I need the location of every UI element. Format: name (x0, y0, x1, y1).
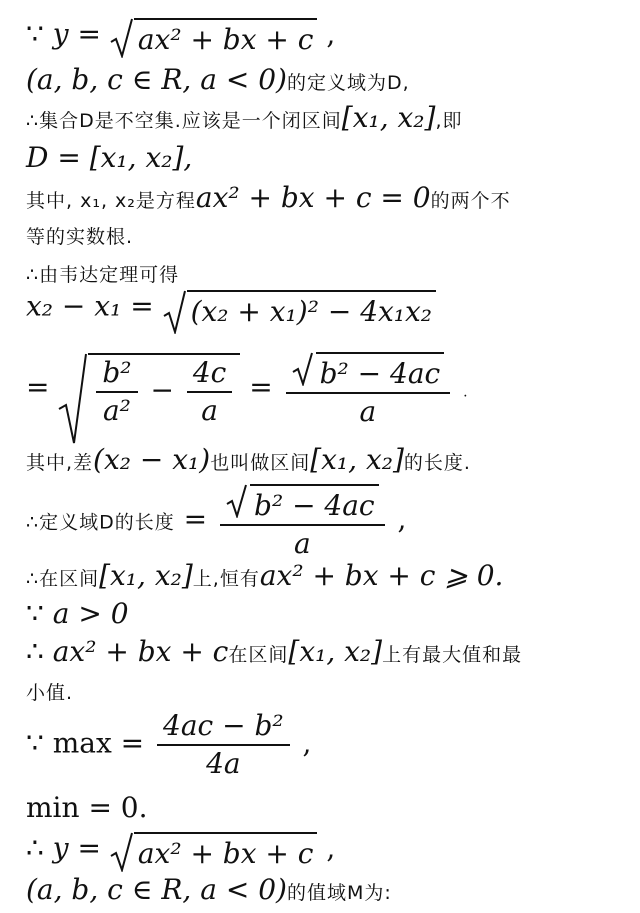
line-4 (26, 141, 193, 174)
difference-lhs: x₂ − x₁ = (26, 289, 163, 323)
closed-interval: [x₁, x₂] (341, 101, 436, 134)
line-17 (26, 791, 148, 824)
max-label: max = (52, 726, 154, 760)
line-5: 其中, x₁, x₂是方程ax² + bx + c = 0的两个不 (26, 181, 511, 214)
sqrt-expression: ax² + bx + c (110, 832, 318, 868)
min-value: min = 0. (26, 791, 148, 824)
line-11: ∴定义域D的长度 = $\frac{\text{b² − 4ac}}{a}$ , (26, 484, 406, 558)
fraction-b2-a2: $\frac{\text{b²}}{\text{a²}}$ (96, 359, 137, 425)
line-9: = $\frac{\text{b²}}{\text{a²}}$ − $\frac{4c}{a}$ = $\frac{\text{b² − 4ac}}{a}$ . (26, 352, 468, 426)
radical-sign-icon (110, 18, 134, 58)
line-3: ∴集合D是不空集.应该是一个闭区间[x₁, x₂],即 (26, 101, 463, 134)
line-6: 等的实数根. (26, 226, 134, 248)
radical-sign-icon (110, 832, 134, 872)
quadratic-equation: ax² + bx + c = 0 (195, 181, 431, 214)
line-12: ∴在区间[x₁, x₂]上,恒有ax² + bx + c ⩾ 0. (26, 559, 504, 592)
fraction-4c-a: $\frac{4c}{a}$ (187, 359, 233, 425)
line-19: (a, b, c ∈ R, a < 0)的值域M为: (26, 873, 392, 906)
line-16: ∵ max = $\frac{\text{4ac − b²}}{4a}$ , (26, 709, 312, 780)
fraction-sqrt-discriminant: $\frac{\text{b² − 4ac}}{a}$ (286, 352, 451, 426)
radical-sign-icon (226, 484, 248, 518)
domain-definition: D = [x₁, x₂], (26, 141, 193, 174)
line-13: ∵ a > 0 (26, 597, 129, 630)
because-symbol: ∵ (26, 17, 44, 51)
y-equals: y = (52, 17, 110, 51)
radical-sign-icon (163, 290, 187, 334)
line-8 (26, 290, 436, 326)
sqrt-vieta: (x₂ + x₁)² − 4x₁x₂ (163, 290, 436, 326)
line-15: 小值. (26, 682, 74, 704)
line-7: ∴由韦达定理可得 (26, 264, 180, 286)
param-condition: (a, b, c ∈ R, a < 0) (26, 63, 287, 96)
line-2: (a, b, c ∈ R, a < 0)的定义域为D, (26, 63, 410, 96)
radical-sign-icon (58, 353, 88, 445)
sqrt-expression: ax² + bx + c (110, 18, 318, 54)
line-10: 其中,差(x₂ − x₁)也叫做区间[x₁, x₂]的长度. (26, 443, 471, 476)
line-18: ∴ y = ax² + bx + c , (26, 831, 336, 870)
sqrt-fractions: $\frac{\text{b²}}{\text{a²}}$ − $\frac{4c}{a}$ (58, 353, 240, 425)
max-fraction: $\frac{\text{4ac − b²}}{4a}$ (157, 712, 290, 778)
domain-length-fraction: $\frac{\text{b² − 4ac}}{a}$ (220, 484, 385, 558)
line-1: ∵ y = ax² + bx + c , (26, 17, 336, 56)
nonnegative-inequality: ax² + bx + c ⩾ 0. (259, 559, 504, 592)
radical-sign-icon (292, 352, 314, 386)
line-14: ∴ ax² + bx + c在区间[x₁, x₂]上有最大值和最 (26, 635, 523, 668)
